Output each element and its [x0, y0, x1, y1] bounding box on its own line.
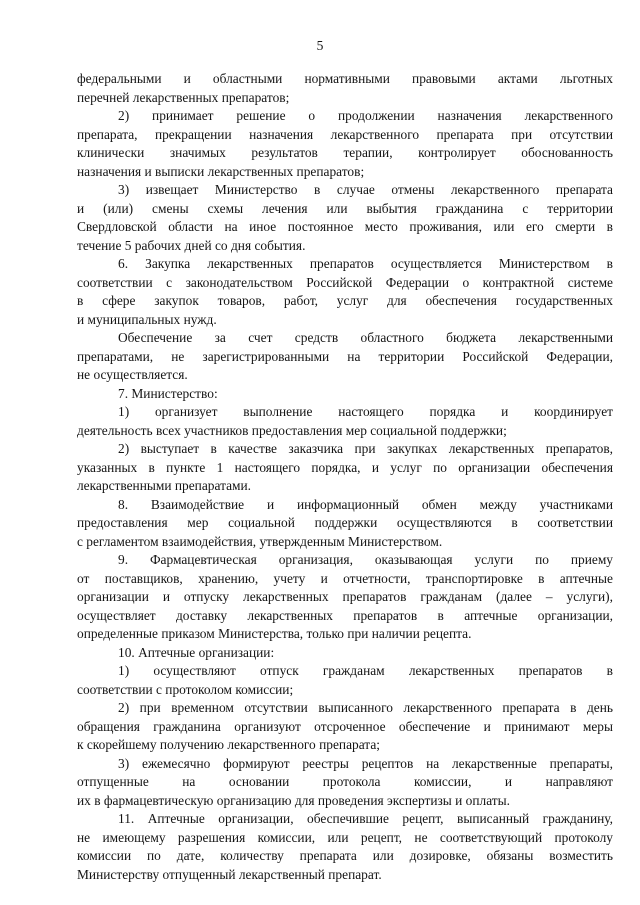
text-line: определенные приказом Министерства, только при наличии рецепта.: [77, 626, 472, 641]
text-line: их в фармацевтическую организацию для проведения экспертизы и оплаты.: [77, 792, 510, 808]
text-line: указанных в пункте 1 настоящего порядка, и услуг по организации обеспечения: [77, 459, 613, 475]
text-line: федеральными и областными нормативными правовыми актами льготных: [77, 71, 613, 86]
text-line: и (или) смены схемы лечения или выбытия гражданина с территории: [77, 200, 613, 216]
text-line: лекарственными препаратами.: [77, 478, 252, 493]
text-line: комиссии по дате, количеству препарата или дозировке, обязаны возместить: [77, 848, 613, 863]
text-line: 3) извещает Министерство в случае отмены лекарственного препарата: [118, 182, 613, 197]
text-line: осуществляет доставку лекарственных препаратов в аптечные организации,: [77, 607, 613, 623]
text-line: Свердловской области на иное постоянное место проживания, или его смерти в: [77, 219, 613, 234]
document-body: [77, 70, 613, 884]
text-line: назначения и выписки лекарственных препаратов;: [77, 163, 365, 179]
text-line: 7. Министерство:: [118, 385, 218, 401]
text-line: 1) организует выполнение настоящего порядка и координирует: [118, 404, 613, 419]
text-line: с регламентом взаимодействия, утвержденным Министерством.: [77, 533, 443, 549]
text-line: в сфере закупок товаров, работ, услуг для обеспечения государственных: [77, 293, 613, 308]
text-line: клинически значимых результатов терапии, контролирует обоснованность: [77, 145, 613, 160]
text-line: обращения гражданина организуют отсроченное обеспечение и принимают меры: [77, 718, 613, 734]
text-line: 2) выступает в качестве заказчика при закупках лекарственных препаратов,: [118, 441, 613, 456]
text-line: деятельность всех участников предоставления мер социальной поддержки;: [77, 422, 507, 438]
text-line: 2) при временном отсутствии выписанного лекарственного препарата в день: [118, 700, 613, 715]
text-line: течение 5 рабочих дней со дня события.: [77, 237, 306, 253]
text-line: не осуществляется.: [77, 367, 188, 382]
text-line: 11. Аптечные организации, обеспечившие рецепт, выписанный гражданину,: [118, 811, 613, 826]
text-line: препаратами, не зарегистрированными на территории Российской Федерации,: [77, 348, 613, 364]
text-line: 6. Закупка лекарственных препаратов осуществляется Министерством в: [118, 256, 613, 271]
text-line: организации и отпуску лекарственных препаратов гражданам (далее – услуги),: [77, 589, 613, 604]
page-number: 5: [316, 38, 324, 53]
text-line: Министерству отпущенный лекарственный препарат.: [77, 866, 382, 882]
text-line: к скорейшему получению лекарственного препарата;: [77, 737, 380, 752]
text-line: 9. Фармацевтическая организация, оказывающая услуги по приему: [118, 552, 613, 567]
text-line: соответствии с законодательством Российской Федерации о контрактной системе: [77, 274, 613, 290]
text-line: и муниципальных нужд.: [77, 311, 217, 327]
text-line: перечней лекарственных препаратов;: [77, 89, 290, 105]
text-line: 1) осуществляют отпуск гражданам лекарственных препаратов в: [118, 663, 613, 678]
text-line: Обеспечение за счет средств областного бюджета лекарственными: [118, 330, 613, 345]
text-line: 3) ежемесячно формируют реестры рецептов на лекарственные препараты,: [118, 755, 613, 771]
text-line: 8. Взаимодействие и информационный обмен между участниками: [118, 496, 613, 512]
text-line: препарата, прекращении назначения лекарственного препарата при отсутствии: [77, 126, 613, 142]
text-line: не имеющему разрешения комиссии, или рецепт, не соответствующий протоколу: [77, 829, 613, 845]
text-line: 10. Аптечные организации:: [118, 644, 275, 660]
text-line: от поставщиков, хранению, учету и отчетности, транспортировке в аптечные: [77, 570, 613, 586]
text-line: соответствии с протоколом комиссии;: [77, 681, 294, 697]
text-line: предоставления мер социальной поддержки осуществляются в соответствии: [77, 515, 613, 530]
text-line: 2) принимает решение о продолжении назначения лекарственного: [118, 108, 613, 123]
text-line: отпущенные на основании протокола комиссии, и направляют: [77, 774, 613, 789]
